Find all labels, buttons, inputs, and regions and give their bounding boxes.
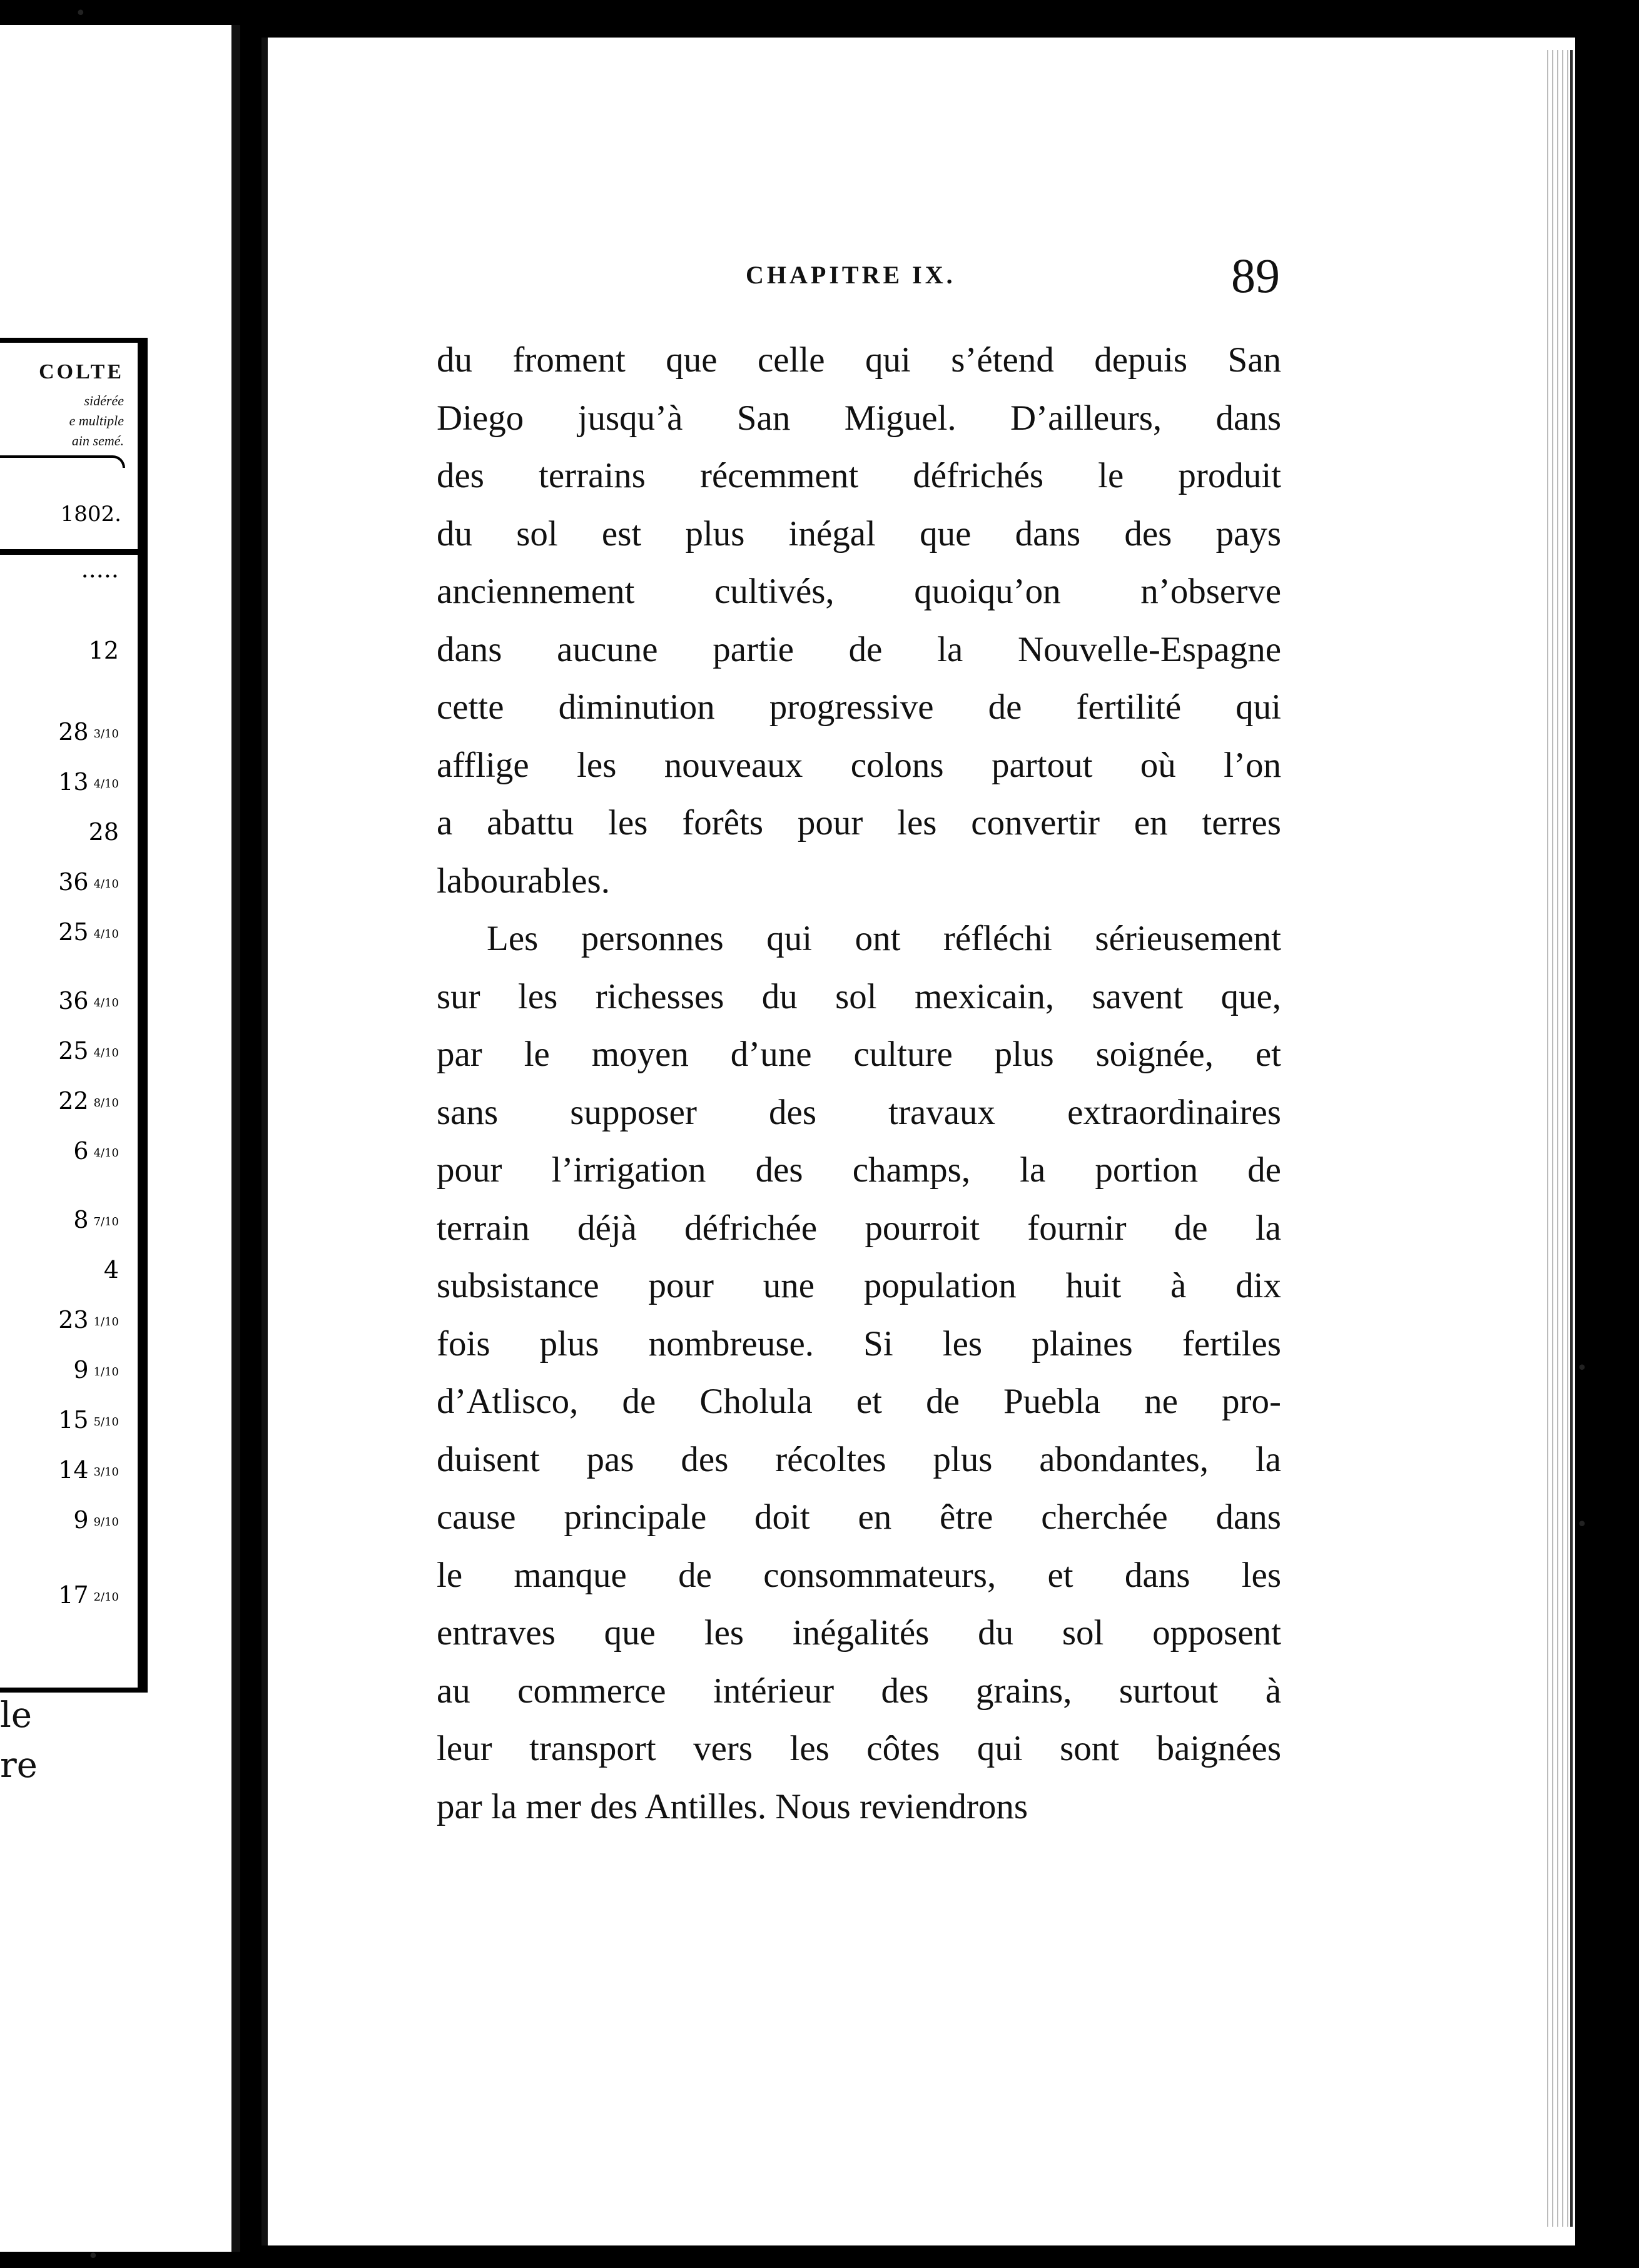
text-line: sur les richesses du sol mexicain, savent que,: [437, 976, 1281, 1016]
table-value-integer: 23: [58, 1306, 89, 1334]
table-value-fraction: 4/10: [93, 1147, 119, 1160]
previous-page-fragment: [0, 25, 240, 2252]
text-line: anciennement cultivés, quoiqu’on n’observe: [437, 572, 1281, 611]
text-line: a abattu les forêts pour les convertir en terres: [437, 803, 1281, 843]
text-line: le manque de consommateurs, et dans les: [437, 1555, 1281, 1595]
table-value: [89, 637, 119, 664]
table-value-fraction: 1/10: [93, 1365, 119, 1379]
body-text: [437, 332, 1281, 1836]
table-header-line-3: e multiple: [69, 413, 124, 428]
table-value-fraction: 3/10: [93, 727, 119, 741]
text-line: du froment que celle qui s’étend depuis San: [437, 340, 1281, 380]
table-value-fraction: 1/10: [93, 1315, 119, 1329]
text-line: terrain déjà défrichée pourroit fournir de la: [437, 1208, 1281, 1248]
table-value: [58, 1581, 119, 1609]
table-value-integer: 9: [73, 1506, 89, 1534]
text-line: dans aucune partie de la Nouvelle-Espagne: [437, 629, 1281, 669]
text-line: cette diminution progressive de fertilité qui: [437, 687, 1281, 727]
table-value-fraction: 9/10: [93, 1516, 119, 1529]
text-line: du sol est plus inégal que dans des pays: [437, 514, 1281, 554]
table-value-fraction: 4/10: [93, 1046, 119, 1060]
page-edges: [1545, 50, 1573, 2227]
table-value-fraction: 5/10: [93, 1415, 119, 1429]
text-fragment: re: [0, 1745, 38, 1786]
table-value-integer: 25: [58, 918, 89, 946]
table-header-line-2: sidérée: [84, 393, 124, 408]
book-page: [261, 38, 1575, 2245]
table-header: [0, 343, 138, 448]
table-value-integer: .....: [81, 555, 119, 583]
text-line: afflige les nouveaux colons partout où l’on: [437, 745, 1281, 785]
table-value-fraction: 2/10: [93, 1591, 119, 1604]
text-line: fois plus nombreuse. Si les plaines fertiles: [437, 1324, 1281, 1364]
text-line: au commerce intérieur des grains, surtout à: [437, 1671, 1281, 1711]
text-line: cause principale doit en être cherchée dans: [437, 1497, 1281, 1537]
page-number: 89: [1231, 248, 1280, 303]
table-value: [58, 868, 119, 896]
text-line: des terrains récemment défrichés le produit: [437, 456, 1281, 495]
table-value-integer: 13: [58, 768, 89, 796]
table-year: 1802.: [60, 502, 121, 527]
text-line: par le moyen d’une culture plus soignée, et: [437, 1035, 1281, 1074]
text-line: labourables.: [437, 861, 610, 901]
table-value-fraction: 4/10: [93, 996, 119, 1010]
table-value-integer: 36: [58, 987, 89, 1015]
table-value-integer: 22: [58, 1087, 89, 1115]
text-line: duisent pas des récoltes plus abondantes, la: [437, 1439, 1281, 1479]
table-value-fraction: 7/10: [93, 1215, 119, 1228]
table-value: [58, 768, 119, 796]
year-row: [0, 474, 138, 555]
table-value-integer: 4: [103, 1256, 119, 1283]
scan-mark: •: [75, 3, 86, 24]
table-header-line-1: COLTE: [39, 360, 124, 383]
table-value-fraction: 3/10: [93, 1466, 119, 1479]
text-line: par la mer des Antilles. Nous reviendrons: [437, 1786, 1028, 1826]
text-line: sans supposer des travaux extraordinaires: [437, 1092, 1281, 1132]
table-header-line-4: ain semé.: [71, 433, 124, 448]
text-line: Les personnes qui ont réfléchi sérieusement: [487, 919, 1281, 958]
table-value-integer: 15: [58, 1406, 89, 1434]
table-value: [73, 1356, 119, 1384]
table-value: [58, 718, 119, 746]
table-value-integer: 36: [58, 868, 89, 896]
table-value: [73, 1506, 119, 1534]
table-value-integer: 8: [73, 1206, 89, 1233]
table-value-integer: 25: [58, 1037, 89, 1065]
scan-mark: •: [1576, 1514, 1588, 1536]
table-value-integer: 6: [73, 1137, 89, 1165]
table-value-fraction: 4/10: [93, 928, 119, 941]
table-value: [58, 1037, 119, 1065]
table-value-integer: 28: [58, 718, 89, 746]
text-line: pour l’irrigation des champs, la portion de: [437, 1150, 1281, 1190]
scan-mark: •: [88, 2245, 99, 2267]
text-line: d’Atlisco, de Cholula et de Puebla ne pro-: [437, 1382, 1281, 1421]
table-value: [73, 1206, 119, 1233]
table-value: [58, 1456, 119, 1484]
text-line: Diego jusqu’à San Miguel. D’ailleurs, dans: [437, 398, 1281, 438]
table-value: [58, 1406, 119, 1434]
scan-mark: •: [1576, 1357, 1588, 1379]
table-value: [58, 918, 119, 946]
text-line: entraves que les inégalités du sol opposent: [437, 1613, 1281, 1653]
table-value: [73, 1137, 119, 1165]
table-value-fraction: 4/10: [93, 777, 119, 791]
table-value: [58, 1087, 119, 1115]
table-value: [81, 555, 119, 583]
text-fragment: le: [0, 1695, 33, 1736]
table-value-integer: 17: [58, 1581, 89, 1609]
harvest-table-fragment: [0, 338, 143, 1693]
table-value-integer: 14: [58, 1456, 89, 1484]
table-value-fraction: 4/10: [93, 878, 119, 891]
table-value-integer: 9: [73, 1356, 89, 1384]
chapter-heading: CHAPITRE IX.: [746, 261, 956, 289]
table-value-integer: 28: [88, 818, 119, 846]
table-value: [58, 987, 119, 1015]
text-line: subsistance pour une population huit à dix: [437, 1266, 1281, 1305]
table-value-integer: 12: [88, 637, 119, 664]
text-line: leur transport vers les côtes qui sont baignées: [437, 1729, 1281, 1768]
table-value-fraction: 8/10: [93, 1096, 119, 1110]
table-value: [104, 1256, 119, 1283]
header-brace: [0, 455, 125, 468]
table-value: [89, 818, 119, 846]
table-value: [58, 1306, 119, 1334]
